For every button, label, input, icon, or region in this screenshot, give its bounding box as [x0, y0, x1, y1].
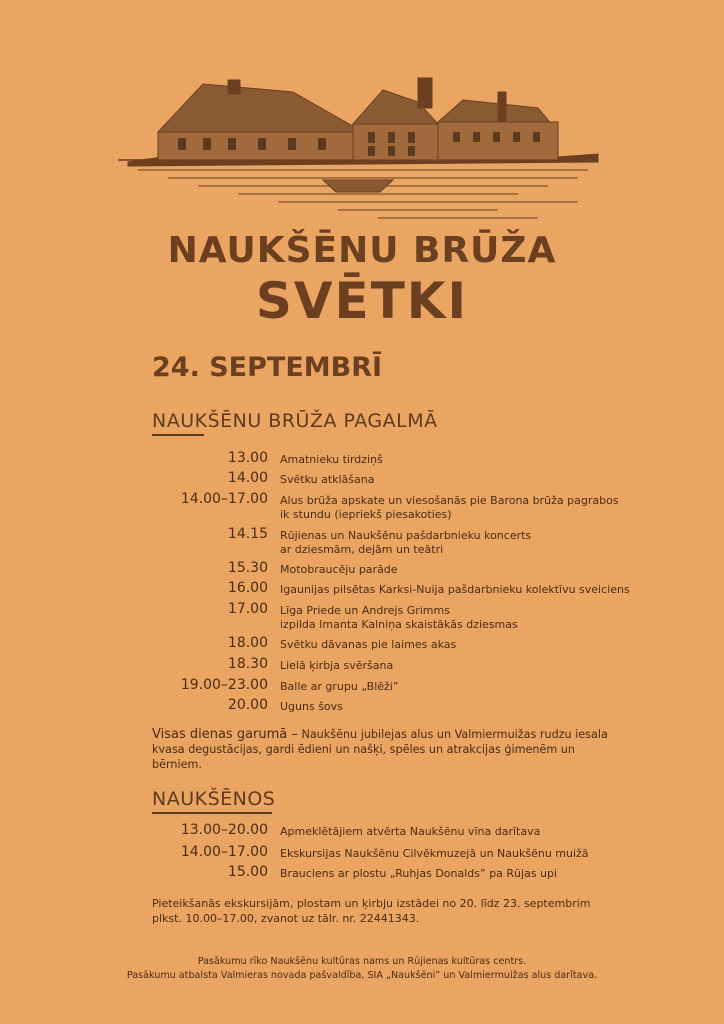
- schedule-time: 14.00–17.00: [180, 491, 268, 507]
- schedule-text: Motobraucēju parāde: [280, 563, 398, 576]
- schedule-time: 17.00: [227, 601, 268, 617]
- schedule-time: 16.00: [227, 580, 268, 596]
- schedule-text: Lielā ķirbja svēršana: [280, 659, 394, 672]
- schedule-text-line2: izpilda Imanta Kalniņa skaistākās dziesmas: [280, 618, 518, 631]
- schedule-time: 18.00: [227, 635, 268, 651]
- schedule-time: 14.00–17.00: [180, 844, 268, 860]
- section-heading-nauksheni: NAUKŠĒNOS: [152, 788, 275, 810]
- schedule-text: Svētku dāvanas pie laimes akas: [280, 638, 457, 651]
- event-date: 24. SEPTEMBRĪ: [152, 352, 383, 383]
- footer-supporters: Pasākumu atbalsta Valmieras novada pašvaldība, SIA „Naukšēni” un Valmiermuižas alus darītava.: [126, 970, 598, 981]
- schedule-text-line2: ar dziesmām, dejām un teātri: [280, 543, 444, 556]
- schedule-time: 15.30: [227, 560, 268, 576]
- schedule-text: Igaunijas pilsētas Karksi-Nuija pašdarbnieku kolektīvu sveiciens: [280, 583, 630, 596]
- schedule-text: Rūjienas un Naukšēnu pašdarbnieku koncerts: [280, 529, 532, 542]
- schedule-text: Ekskursijas Naukšēnu Cilvēkmuzejā un Naukšēnu muižā: [280, 847, 589, 860]
- registration-note: [152, 896, 612, 926]
- schedule-time: 20.00: [227, 697, 268, 713]
- schedule-time: 13.00: [227, 450, 268, 466]
- all-day-lead: Visas dienas garumā –: [152, 727, 298, 742]
- schedule-text: Svētku atklāšana: [280, 473, 375, 486]
- schedule-text-line2: ik stundu (iepriekš piesakoties): [280, 508, 452, 521]
- registration-note-line2: plkst. 10.00–17.00, zvanot uz tālr. nr. 22441343.: [152, 912, 420, 925]
- schedule-time: 15.00: [227, 864, 268, 880]
- schedule-text: Uguns šovs: [280, 700, 343, 713]
- schedule-text: Balle ar grupu „Blēži”: [280, 680, 399, 693]
- poster-title-line1: NAUKŠĒNU BRŪŽA: [167, 230, 557, 271]
- poster-title-line2: SVĒTKI: [255, 272, 469, 330]
- schedule-text: Līga Priede un Andrejs Grimms: [280, 604, 450, 617]
- schedule-text: Brauciens ar plostu „Ruhjas Donalds” pa Rūjas upi: [280, 867, 558, 880]
- all-day-paragraph: [152, 727, 612, 772]
- brewery-illustration: [118, 62, 608, 232]
- schedule-time: 14.00: [227, 470, 268, 486]
- schedule-text: Amatnieku tirdziņš: [280, 453, 383, 466]
- all-day-text: Naukšēnu jubilejas alus un Valmiermuižas rudzu iesala kvasa degustācijas, gardi ēdieni un našķi, spēles un atrakcijas ģimenēm un bērniem.: [152, 728, 608, 771]
- schedule-text: Alus brūža apskate un viesošanās pie Barona brūža pagrabos: [280, 494, 619, 507]
- schedule-time: 14.15: [227, 526, 268, 542]
- section-heading-yard: NAUKŠĒNU BRŪŽA PAGALMĀ: [152, 410, 438, 432]
- schedule-text: Apmeklētājiem atvērta Naukšēnu vīna darītava: [280, 825, 541, 838]
- registration-note-line1: Pieteikšanās ekskursijām, plostam un ķirbju izstādei no 20. līdz 23. septembrim: [152, 897, 591, 910]
- footer-organizers: Pasākumu rīko Naukšēnu kultūras nams un Rūjienas kultūras centrs.: [197, 956, 527, 967]
- schedule-time: 18.30: [227, 656, 268, 672]
- footer: [0, 955, 724, 983]
- schedule-time: 19.00–23.00: [180, 677, 268, 693]
- schedule-time: 13.00–20.00: [180, 822, 268, 838]
